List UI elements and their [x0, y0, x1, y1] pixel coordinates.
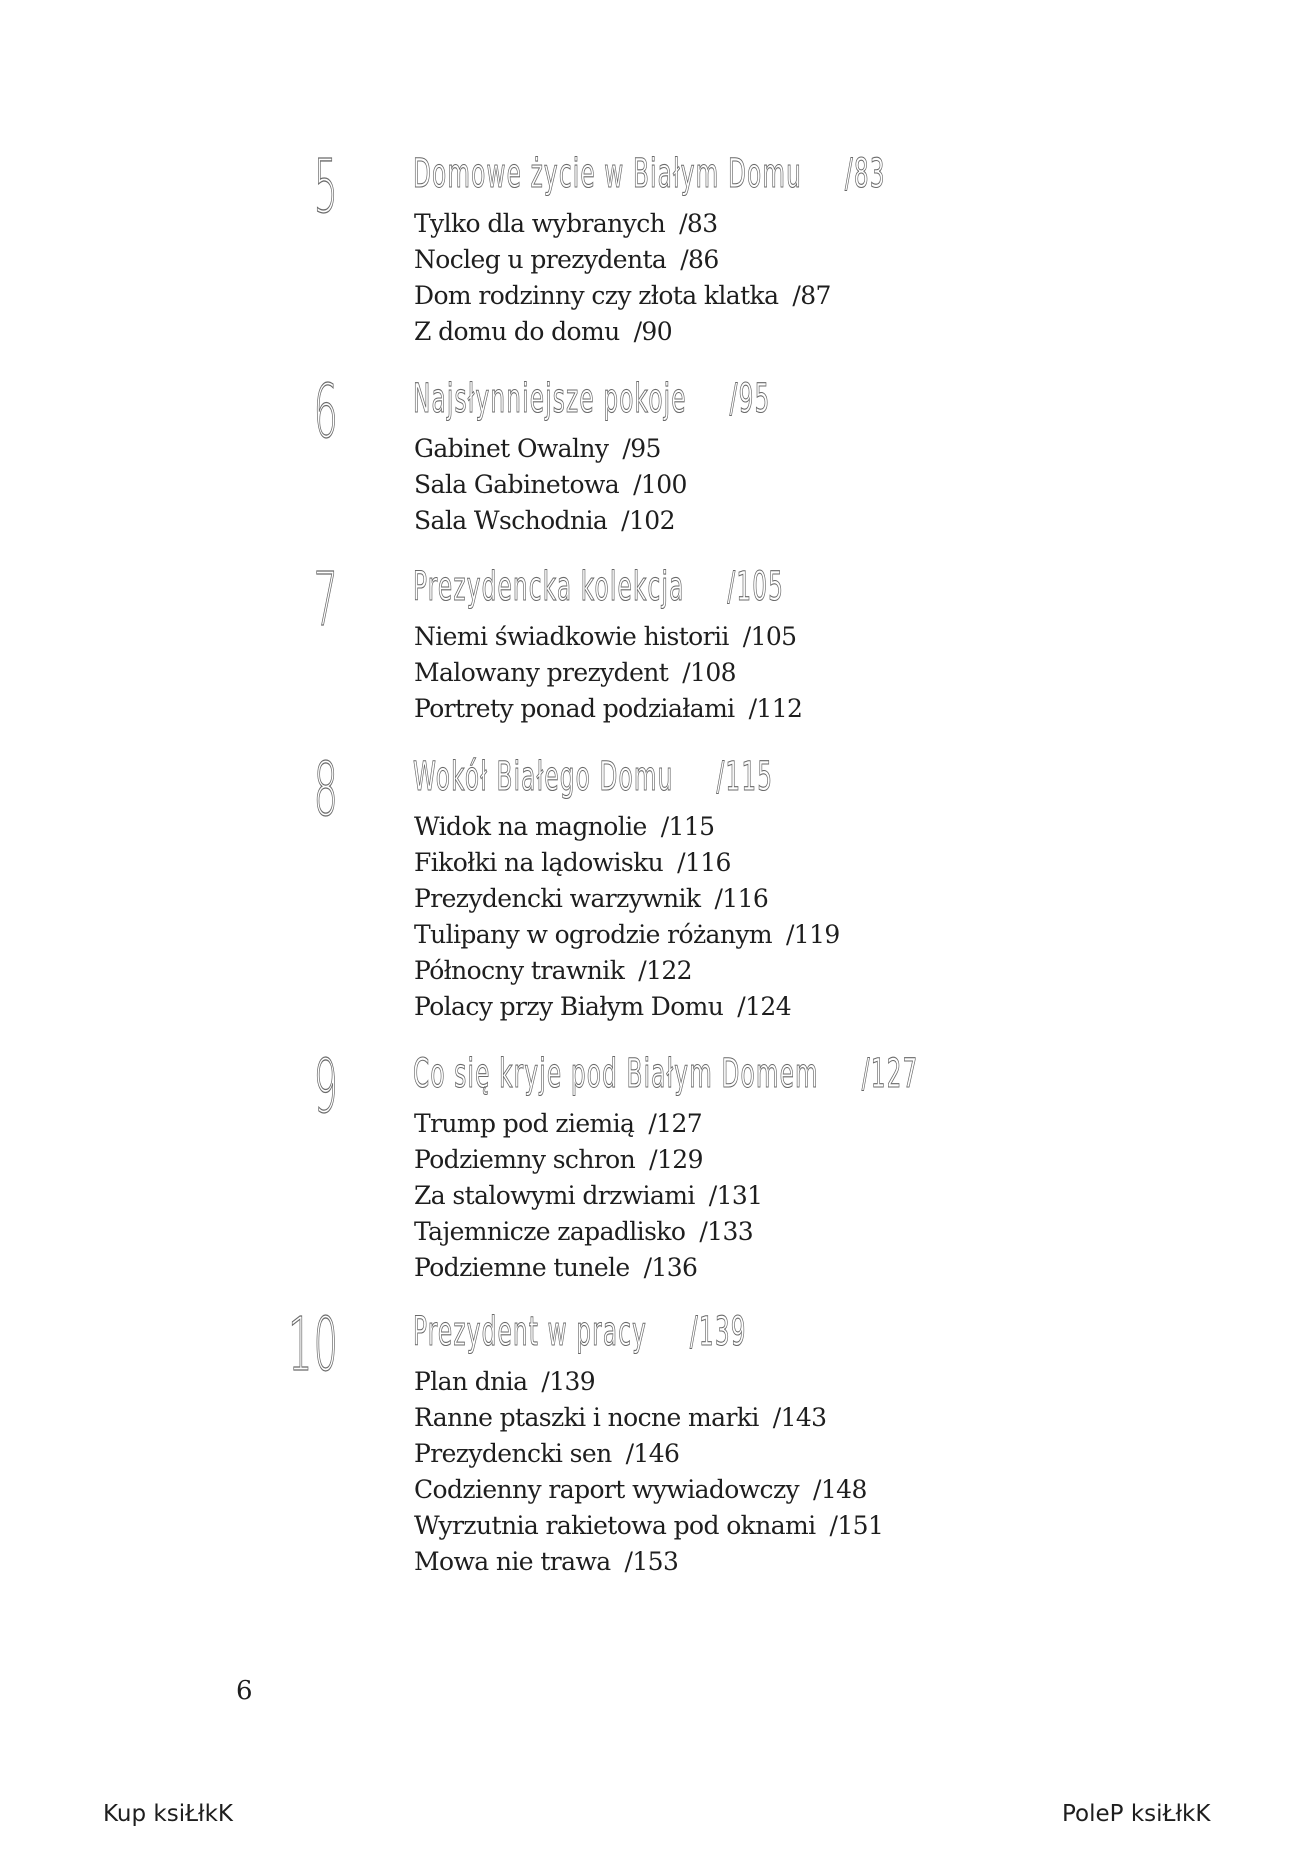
- section-page-ref: /133: [699, 1217, 754, 1246]
- section-page-ref: /127: [648, 1109, 703, 1138]
- section-entry[interactable]: [414, 503, 687, 539]
- section-page-ref: /148: [813, 1475, 867, 1504]
- chapter-title-text: Wokół Białego Domu: [413, 754, 674, 800]
- section-page-ref: /83: [679, 209, 718, 238]
- section-entry[interactable]: [414, 691, 802, 727]
- section-title: Malowany prezydent: [414, 658, 669, 687]
- section-entry[interactable]: [414, 1544, 883, 1580]
- section-entry[interactable]: [414, 989, 840, 1025]
- section-entry[interactable]: [414, 809, 840, 845]
- chapter-number: 10: [287, 1302, 339, 1388]
- section-title: Portrety ponad podziałami: [414, 694, 735, 723]
- section-page-ref: /102: [621, 506, 675, 535]
- section-page-ref: /115: [660, 812, 715, 841]
- section-entry[interactable]: [414, 1472, 883, 1508]
- section-entry[interactable]: [414, 619, 802, 655]
- section-entry[interactable]: [414, 242, 831, 278]
- section-title: Sala Wschodnia: [414, 506, 608, 535]
- section-entry[interactable]: [414, 953, 840, 989]
- section-title: Prezydencki warzywnik: [414, 884, 701, 913]
- chapter-number: 9: [313, 1044, 339, 1130]
- section-list: [414, 1106, 763, 1286]
- section-title: Podziemne tunele: [414, 1253, 630, 1282]
- section-title: Polacy przy Białym Domu: [414, 992, 724, 1021]
- section-entry[interactable]: [414, 1214, 763, 1250]
- section-list: [414, 619, 802, 727]
- section-entry[interactable]: [414, 1250, 763, 1286]
- section-page-ref: /112: [748, 694, 803, 723]
- section-entry[interactable]: [414, 467, 687, 503]
- section-entry[interactable]: [414, 881, 840, 917]
- chapter-number: 6: [313, 369, 339, 455]
- section-title: Prezydencki sen: [414, 1439, 612, 1468]
- section-page-ref: /95: [622, 434, 661, 463]
- section-entry[interactable]: [414, 655, 802, 691]
- chapter-title-text: Prezydent w pracy: [413, 1309, 648, 1355]
- section-page-ref: /90: [633, 317, 673, 346]
- chapter-title-text: Co się kryje pod Białym Domem: [413, 1051, 819, 1097]
- section-title: Tulipany w ogrodzie różanym: [414, 920, 772, 949]
- section-title: Mowa nie trawa: [414, 1547, 611, 1576]
- section-entry[interactable]: [414, 1508, 883, 1544]
- section-page-ref: /139: [541, 1367, 596, 1396]
- section-page-ref: /153: [624, 1547, 679, 1576]
- section-title: Podziemny schron: [414, 1145, 636, 1174]
- section-page-ref: /100: [633, 470, 687, 499]
- chapter-title-text: Prezydencka kolekcja: [413, 564, 685, 610]
- section-entry[interactable]: [414, 845, 840, 881]
- section-title: Tylko dla wybranych: [414, 209, 666, 238]
- section-title: Niemi świadkowie historii: [414, 622, 729, 651]
- section-page-ref: /143: [772, 1403, 827, 1432]
- section-page-ref: /151: [829, 1511, 884, 1540]
- section-title: Sala Gabinetowa: [414, 470, 620, 499]
- chapter-title[interactable]: [413, 754, 774, 800]
- section-title: Tajemnicze zapadlisko: [414, 1217, 686, 1246]
- section-title: Fikołki na lądowisku: [414, 848, 664, 877]
- section-entry[interactable]: [414, 206, 831, 242]
- chapter-title[interactable]: [413, 376, 771, 422]
- section-page-ref: /86: [680, 245, 719, 274]
- section-page-ref: /108: [682, 658, 736, 687]
- section-entry[interactable]: [414, 1436, 883, 1472]
- chapter-page-ref: /95: [729, 376, 771, 422]
- section-entry[interactable]: [414, 1364, 883, 1400]
- section-title: Plan dnia: [414, 1367, 528, 1396]
- chapter-title-text: Najsłynniejsze pokoje: [413, 376, 687, 422]
- chapter-page-ref: /115: [716, 754, 774, 800]
- section-page-ref: /119: [785, 920, 840, 949]
- section-title: Dom rodzinny czy złota klatka: [414, 281, 779, 310]
- section-page-ref: /136: [643, 1253, 698, 1282]
- section-entry[interactable]: [414, 431, 687, 467]
- section-list: [414, 206, 831, 350]
- section-title: Północny trawnik: [414, 956, 625, 985]
- section-entry[interactable]: [414, 1178, 763, 1214]
- section-entry[interactable]: [414, 917, 840, 953]
- buy-book-link[interactable]: Kup ksiŁłkK: [103, 1801, 233, 1827]
- section-page-ref: /131: [708, 1181, 763, 1210]
- section-page-ref: /116: [677, 848, 731, 877]
- section-page-ref: /146: [625, 1439, 680, 1468]
- section-title: Widok na magnolie: [414, 812, 647, 841]
- section-list: [414, 431, 687, 539]
- section-page-ref: /122: [638, 956, 692, 985]
- section-entry[interactable]: [414, 1142, 763, 1178]
- section-page-ref: /105: [742, 622, 797, 651]
- section-page-ref: /124: [737, 992, 792, 1021]
- section-title: Ranne ptaszki i nocne marki: [414, 1403, 759, 1432]
- section-title: Za stalowymi drzwiami: [414, 1181, 695, 1210]
- section-list: [414, 1364, 883, 1580]
- chapter-page-ref: /83: [844, 151, 886, 197]
- section-title: Gabinet Owalny: [414, 434, 609, 463]
- section-entry[interactable]: [414, 314, 831, 350]
- section-title: Wyrzutnia rakietowa pod oknami: [414, 1511, 816, 1540]
- chapter-title[interactable]: [413, 151, 886, 197]
- chapter-page-ref: /105: [727, 564, 785, 610]
- section-page-ref: /116: [714, 884, 769, 913]
- section-entry[interactable]: [414, 1106, 763, 1142]
- section-title: Trump pod ziemią: [414, 1109, 635, 1138]
- chapter-page-ref: /127: [861, 1051, 919, 1097]
- section-entry[interactable]: [414, 278, 831, 314]
- section-title: Nocleg u prezydenta: [414, 245, 667, 274]
- section-page-ref: /87: [792, 281, 831, 310]
- page-number: 6: [236, 1676, 253, 1706]
- chapter-number: 7: [313, 557, 339, 643]
- chapter-title[interactable]: [413, 1309, 747, 1355]
- section-list: [414, 809, 840, 1025]
- chapter-title[interactable]: [413, 1051, 919, 1097]
- section-title: Z domu do domu: [414, 317, 620, 346]
- chapter-title[interactable]: [413, 564, 785, 610]
- section-page-ref: /129: [649, 1145, 703, 1174]
- chapter-number: 8: [313, 747, 339, 833]
- section-title: Codzienny raport wywiadowczy: [414, 1475, 800, 1504]
- chapter-title-text: Domowe życie w Białym Domu: [413, 151, 802, 197]
- recommend-book-link[interactable]: PoleP ksiŁłkK: [1062, 1801, 1211, 1827]
- chapter-number: 5: [313, 144, 339, 230]
- section-entry[interactable]: [414, 1400, 883, 1436]
- chapter-page-ref: /139: [689, 1309, 747, 1355]
